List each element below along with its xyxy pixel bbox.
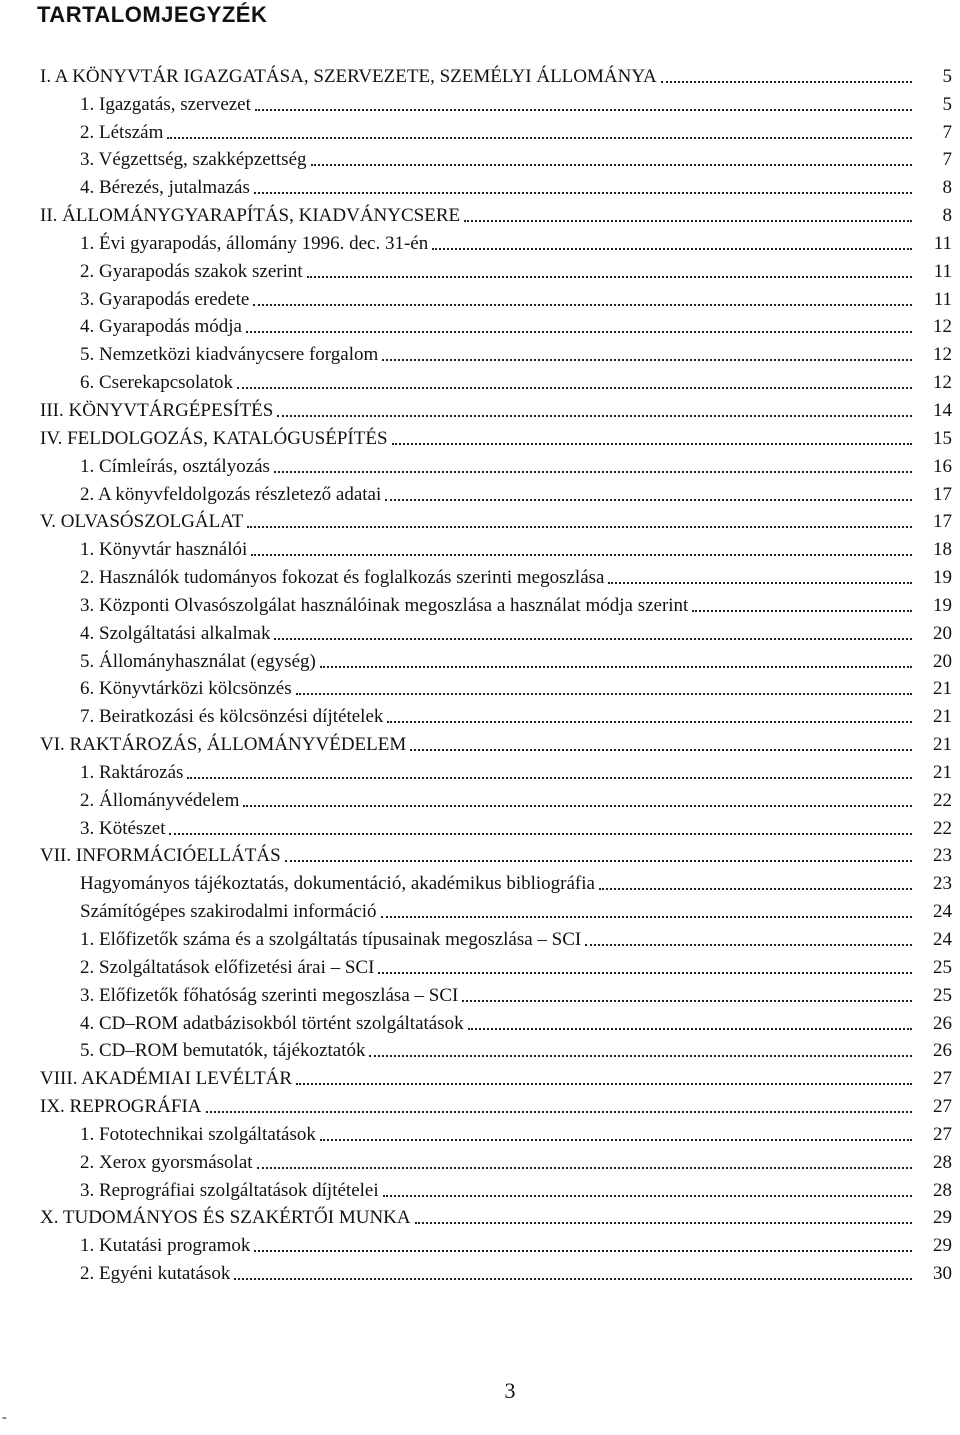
toc-section-row	[0, 1229, 960, 1257]
corner-mark: -	[2, 1410, 7, 1425]
toc-section-row	[0, 951, 960, 979]
toc-entry-page: 8	[942, 177, 952, 199]
dot-leader	[253, 304, 912, 306]
dot-leader	[187, 777, 912, 779]
toc-entry-page: 12	[933, 372, 952, 394]
table-of-contents	[0, 60, 960, 1285]
toc-entry-label: 4. CD–ROM adatbázisokból történt szolgáltatások	[80, 1012, 464, 1034]
toc-entry-label: VII. INFORMÁCIÓELLÁTÁS	[40, 845, 281, 867]
dot-leader	[392, 443, 912, 445]
dot-leader	[385, 499, 912, 501]
toc-entry-page: 20	[933, 650, 952, 672]
toc-entry-page: 21	[933, 706, 952, 728]
toc-section-row	[0, 756, 960, 784]
toc-section-row	[0, 1007, 960, 1035]
toc-entry-label: V. OLVASÓSZOLGÁLAT	[40, 511, 244, 533]
toc-entry-page: 7	[942, 149, 952, 171]
toc-entry-page: 12	[933, 344, 952, 366]
dot-leader	[692, 610, 912, 612]
toc-entry-page: 28	[933, 1151, 952, 1173]
toc-section-row	[0, 895, 960, 923]
toc-section-row	[0, 144, 960, 172]
toc-entry-label: 3. Előfizetők főhatóság szerinti megoszlása – SCI	[80, 984, 459, 1006]
dot-leader	[661, 81, 912, 83]
toc-chapter-row	[0, 1090, 960, 1118]
toc-entry-page: 14	[933, 399, 952, 421]
toc-section-row	[0, 283, 960, 311]
toc-entry-label: 6. Könyvtárközi kölcsönzés	[80, 678, 292, 700]
toc-entry-label: 1. Címleírás, osztályozás	[80, 455, 270, 477]
dot-leader	[254, 192, 912, 194]
toc-entry-page: 24	[933, 901, 952, 923]
toc-section-row	[0, 673, 960, 701]
dot-leader	[464, 220, 912, 222]
toc-entry-label: 1. Könyvtár használói	[80, 539, 248, 561]
toc-entry-page: 22	[933, 789, 952, 811]
toc-entry-page: 23	[933, 873, 952, 895]
toc-entry-page: 25	[933, 956, 952, 978]
toc-entry-label: 1. Fototechnikai szolgáltatások	[80, 1123, 316, 1145]
toc-section-row	[0, 979, 960, 1007]
dot-leader	[378, 972, 912, 974]
toc-chapter-row	[0, 422, 960, 450]
toc-entry-label: 2. Szolgáltatások előfizetési árai – SCI	[80, 956, 375, 978]
toc-section-row	[0, 450, 960, 478]
toc-entry-page: 16	[933, 455, 952, 477]
toc-section-row	[0, 311, 960, 339]
toc-entry-label: IV. FELDOLGOZÁS, KATALÓGUSÉPÍTÉS	[40, 427, 388, 449]
dot-leader	[415, 1222, 912, 1224]
toc-entry-page: 17	[933, 511, 952, 533]
dot-leader	[296, 1083, 912, 1085]
toc-entry-page: 25	[933, 984, 952, 1006]
toc-entry-page: 28	[933, 1179, 952, 1201]
toc-entry-label: 2. A könyvfeldolgozás részletező adatai	[80, 483, 382, 505]
toc-entry-page: 26	[933, 1012, 952, 1034]
toc-entry-label: IX. REPROGRÁFIA	[40, 1096, 202, 1118]
toc-entry-page: 5	[942, 65, 952, 87]
toc-entry-page: 7	[942, 121, 952, 143]
dot-leader	[382, 359, 912, 361]
toc-entry-page: 27	[933, 1068, 952, 1090]
dot-leader	[243, 805, 912, 807]
toc-entry-label: I. A KÖNYVTÁR IGAZGATÁSA, SZERVEZETE, SZEMÉLYI ÁLLOMÁNYA	[40, 65, 657, 87]
dot-leader	[311, 164, 912, 166]
dot-leader	[274, 471, 912, 473]
dot-leader	[167, 137, 912, 139]
toc-entry-page: 19	[933, 567, 952, 589]
toc-entry-label: 1. Előfizetők száma és a szolgáltatás típusainak megoszlása – SCI	[80, 929, 582, 950]
toc-section-row	[0, 867, 960, 895]
toc-chapter-row	[0, 728, 960, 756]
dot-leader	[251, 554, 912, 556]
toc-section-row	[0, 700, 960, 728]
toc-entry-label: 4. Gyarapodás módja	[80, 316, 242, 338]
dot-leader	[257, 1167, 912, 1169]
toc-entry-page: 17	[933, 483, 952, 505]
dot-leader	[246, 331, 912, 333]
dot-leader	[234, 1278, 912, 1280]
toc-chapter-row	[0, 1202, 960, 1230]
toc-entry-page: 30	[933, 1263, 952, 1285]
page-number: 3	[504, 1378, 516, 1403]
toc-section-row	[0, 812, 960, 840]
toc-section-row	[0, 1035, 960, 1063]
dot-leader	[381, 916, 912, 918]
toc-entry-page: 18	[933, 539, 952, 561]
toc-entry-label: VI. RAKTÁROZÁS, ÁLLOMÁNYVÉDELEM	[40, 734, 407, 756]
toc-chapter-row	[0, 394, 960, 422]
toc-entry-label: III. KÖNYVTÁRGÉPESÍTÉS	[40, 399, 274, 421]
dot-leader	[255, 109, 912, 111]
toc-section-row	[0, 478, 960, 506]
dot-leader	[277, 415, 912, 417]
toc-section-row	[0, 617, 960, 645]
toc-section-row	[0, 1257, 960, 1285]
toc-entry-label: 2. Állományvédelem	[80, 789, 240, 811]
toc-entry-label: 1. Kutatási programok	[80, 1235, 251, 1257]
dot-leader	[585, 944, 912, 946]
toc-section-row	[0, 227, 960, 255]
dot-leader	[410, 749, 912, 751]
dot-leader	[307, 276, 912, 278]
dot-leader	[274, 638, 912, 640]
toc-entry-label: 3. Kötészet	[80, 817, 166, 839]
toc-entry-label: 4. Szolgáltatási alkalmak	[80, 622, 271, 644]
toc-entry-label: Számítógépes szakirodalmi információ	[80, 901, 377, 923]
toc-section-row	[0, 366, 960, 394]
toc-entry-label: 2. Egyéni kutatások	[80, 1263, 231, 1285]
toc-entry-page: 20	[933, 622, 952, 644]
toc-section-row	[0, 923, 960, 951]
toc-entry-page: 29	[933, 1207, 952, 1229]
dot-leader	[462, 1000, 912, 1002]
toc-entry-page: 29	[933, 1235, 952, 1257]
toc-section-row	[0, 1146, 960, 1174]
toc-entry-label: 2. Létszám	[80, 121, 164, 143]
dot-leader	[383, 1195, 912, 1197]
toc-entry-label: VIII. AKADÉMIAI LEVÉLTÁR	[40, 1068, 293, 1090]
toc-section-row	[0, 645, 960, 673]
toc-entry-page: 27	[933, 1123, 952, 1145]
toc-entry-label: Hagyományos tájékoztatás, dokumentáció, akadémikus bibliográfia	[80, 873, 595, 895]
toc-section-row	[0, 171, 960, 199]
dot-leader	[296, 693, 912, 695]
toc-entry-page: 19	[933, 594, 952, 616]
toc-entry-page: 11	[933, 260, 952, 282]
toc-entry-page: 21	[933, 761, 952, 783]
dot-leader	[320, 1139, 912, 1141]
toc-chapter-row	[0, 60, 960, 88]
toc-entry-label: 7. Beiratkozási és kölcsönzési díjtételek	[80, 706, 384, 728]
toc-entry-label: 3. Végzettség, szakképzettség	[80, 149, 307, 171]
toc-entry-label: 3. Gyarapodás eredete	[80, 288, 250, 310]
toc-entry-label: 4. Bérezés, jutalmazás	[80, 177, 250, 199]
toc-entry-label: II. ÁLLOMÁNYGYARAPÍTÁS, KIADVÁNYCSERE	[40, 205, 461, 227]
toc-entry-page: 21	[933, 734, 952, 756]
toc-entry-page: 11	[933, 288, 952, 310]
dot-leader	[206, 1111, 912, 1113]
toc-chapter-row	[0, 840, 960, 868]
dot-leader	[237, 387, 912, 389]
dot-leader	[387, 721, 912, 723]
dot-leader	[254, 1250, 912, 1252]
toc-entry-page: 22	[933, 817, 952, 839]
toc-entry-label: 2. Xerox gyorsmásolat	[80, 1151, 253, 1173]
toc-section-row	[0, 533, 960, 561]
toc-section-row	[0, 561, 960, 589]
dot-leader	[599, 888, 912, 890]
toc-entry-page: 24	[933, 929, 952, 950]
toc-chapter-row	[0, 506, 960, 534]
toc-entry-label: 5. Nemzetközi kiadványcsere forgalom	[80, 344, 379, 366]
toc-entry-label: 2. Gyarapodás szakok szerint	[80, 260, 303, 282]
dot-leader	[432, 248, 912, 250]
toc-chapter-row	[0, 1062, 960, 1090]
toc-entry-label: 1. Igazgatás, szervezet	[80, 93, 251, 115]
toc-entry-label: 3. Központi Olvasószolgálat használóinak megoszlása a használat módja szerint	[80, 594, 689, 616]
dot-leader	[608, 582, 912, 584]
toc-section-row	[0, 116, 960, 144]
page-title: TARTALOMJEGYZÉK	[37, 2, 268, 27]
toc-section-row	[0, 784, 960, 812]
dot-leader	[369, 1055, 912, 1057]
toc-entry-page: 23	[933, 845, 952, 867]
toc-section-row	[0, 589, 960, 617]
toc-entry-page: 27	[933, 1096, 952, 1118]
toc-entry-label: X. TUDOMÁNYOS ÉS SZAKÉRTŐI MUNKA	[40, 1207, 411, 1229]
dot-leader	[468, 1028, 912, 1030]
toc-section-row	[0, 338, 960, 366]
dot-leader	[285, 860, 912, 862]
dot-leader	[169, 833, 912, 835]
toc-entry-page: 15	[933, 427, 952, 449]
toc-entry-label: 1. Raktározás	[80, 761, 184, 783]
toc-section-row	[0, 255, 960, 283]
toc-entry-label: 5. CD–ROM bemutatók, tájékoztatók	[80, 1040, 366, 1062]
toc-entry-page: 21	[933, 678, 952, 700]
toc-section-row	[0, 88, 960, 116]
toc-entry-label: 1. Évi gyarapodás, állomány 1996. dec. 31-én	[80, 232, 429, 254]
toc-section-row	[0, 1174, 960, 1202]
toc-entry-page: 11	[933, 232, 952, 254]
toc-entry-label: 3. Reprográfiai szolgáltatások díjtételei	[80, 1179, 379, 1201]
toc-chapter-row	[0, 199, 960, 227]
toc-entry-page: 8	[942, 205, 952, 227]
dot-leader	[320, 666, 912, 668]
toc-entry-label: 5. Állományhasználat (egység)	[80, 650, 316, 672]
dot-leader	[247, 526, 912, 528]
toc-entry-page: 12	[933, 316, 952, 338]
toc-entry-page: 5	[942, 93, 952, 115]
toc-entry-label: 2. Használók tudományos fokozat és foglalkozás szerinti megoszlása	[80, 567, 605, 589]
toc-section-row	[0, 1118, 960, 1146]
toc-entry-label: 6. Cserekapcsolatok	[80, 372, 234, 394]
toc-entry-page: 26	[933, 1040, 952, 1062]
